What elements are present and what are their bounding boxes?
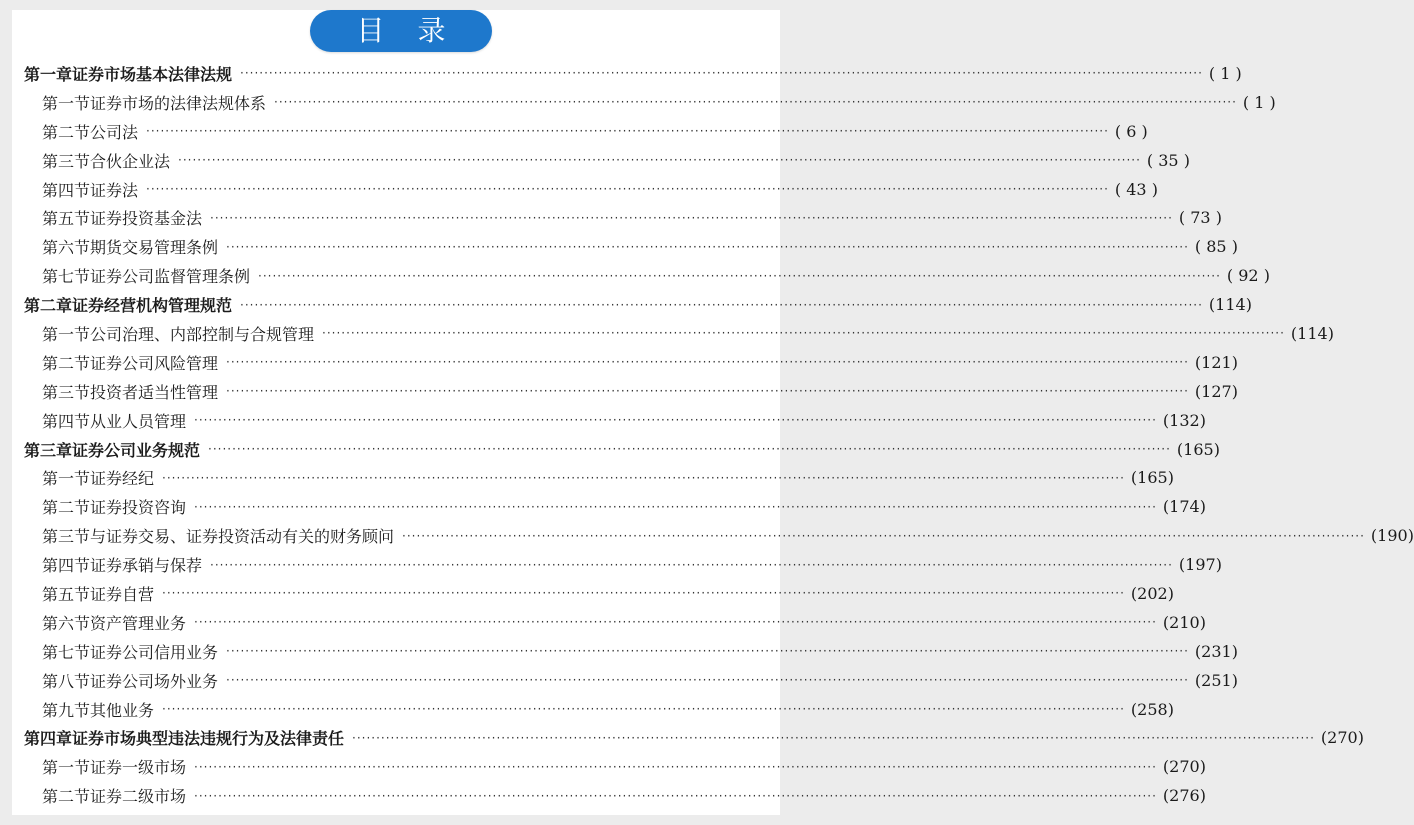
dot-leader: ········································································································································································································ [402, 528, 1365, 543]
section-title: 证券公司信用业务 [90, 642, 219, 662]
section-number: 第八节 [42, 671, 91, 691]
dot-leader: ········································································································································································································ [178, 153, 1141, 168]
dot-leader: ········································································································································································································ [162, 702, 1125, 717]
toc-section-row [12, 492, 1206, 521]
section-number: 第七节 [42, 642, 91, 662]
page-number: ( 43 ) [1114, 179, 1158, 199]
dot-leader: ········································································································································································································ [194, 788, 1157, 803]
section-title: 证券市场的法律法规体系 [90, 93, 267, 113]
toc-list [12, 59, 1414, 810]
toc-chapter-row [12, 59, 1242, 88]
page-number: (197) [1178, 555, 1222, 575]
dot-leader: ········································································································································································································ [194, 413, 1157, 428]
section-title: 投资者适当性管理 [90, 382, 219, 402]
page-number: ( 35 ) [1146, 150, 1190, 170]
section-number: 第二节 [42, 353, 91, 373]
page-number: (165) [1176, 439, 1220, 459]
dot-leader: ········································································································································································································ [226, 355, 1189, 370]
page-number: (165) [1130, 468, 1174, 488]
section-title: 证券投资基金法 [90, 209, 203, 229]
toc-section-row [12, 377, 1238, 406]
section-number: 第一节 [42, 469, 91, 489]
section-number: 第五节 [42, 209, 91, 229]
page-number: (231) [1194, 641, 1238, 661]
dot-leader: ········································································································································································································ [162, 586, 1125, 601]
chapter-number: 第一章 [24, 64, 73, 84]
section-number: 第三节 [42, 527, 91, 547]
page-number: (202) [1130, 583, 1174, 603]
dot-leader: ········································································································································································································ [274, 95, 1237, 110]
toc-section-row [12, 406, 1206, 435]
section-number: 第二节 [42, 122, 91, 142]
toc-page [12, 10, 1414, 815]
dot-leader: ········································································································································································································ [240, 66, 1203, 81]
section-number: 第九节 [42, 700, 91, 720]
page-number: (258) [1130, 699, 1174, 719]
section-number: 第二节 [42, 787, 91, 807]
dot-leader: ········································································································································································································ [194, 759, 1157, 774]
toc-section-row [12, 175, 1158, 204]
dot-leader: ········································································································································································································ [210, 557, 1173, 572]
page-number: ( 6 ) [1114, 121, 1148, 141]
page-number: ( 73 ) [1178, 208, 1222, 228]
page-number: (270) [1320, 728, 1364, 748]
chapter-number: 第二章 [24, 296, 73, 316]
toc-section-row [12, 695, 1174, 724]
section-number: 第七节 [42, 267, 91, 287]
section-number: 第三节 [42, 151, 91, 171]
toc-section-row [12, 752, 1206, 781]
dot-leader: ········································································································································································································ [226, 673, 1189, 688]
section-title: 证券公司风险管理 [90, 353, 219, 373]
toc-section-row [12, 88, 1276, 117]
toc-title: 目 录 [356, 14, 458, 47]
section-number: 第一节 [42, 324, 91, 344]
toc-section-row [12, 550, 1222, 579]
section-title: 证券公司场外业务 [90, 671, 219, 691]
section-title: 公司法 [90, 122, 139, 142]
page-number: ( 1 ) [1208, 63, 1242, 83]
dot-leader: ········································································································································································································ [162, 470, 1125, 485]
section-number: 第四节 [42, 180, 91, 200]
page-number: (114) [1290, 323, 1334, 343]
toc-section-row [12, 203, 1222, 232]
dot-leader: ········································································································································································································ [322, 326, 1285, 341]
toc-section-row [12, 348, 1238, 377]
dot-leader: ········································································································································································································ [226, 239, 1189, 254]
toc-section-row [12, 146, 1190, 175]
toc-section-row [12, 117, 1148, 146]
toc-section-row [12, 232, 1238, 261]
dot-leader: ········································································································································································································ [240, 297, 1203, 312]
dot-leader: ········································································································································································································ [208, 442, 1171, 457]
page-number: ( 92 ) [1226, 266, 1270, 286]
section-number: 第二节 [42, 498, 91, 518]
chapter-title: 证券经营机构管理规范 [72, 296, 233, 316]
section-title: 证券公司监督管理条例 [90, 267, 251, 287]
dot-leader: ········································································································································································································ [210, 210, 1173, 225]
dot-leader: ········································································································································································································ [194, 615, 1157, 630]
page-number: (251) [1194, 670, 1238, 690]
section-title: 证券二级市场 [90, 787, 187, 807]
toc-section-row [12, 637, 1238, 666]
page-number: ( 1 ) [1242, 92, 1276, 112]
dot-leader: ········································································································································································································ [194, 499, 1157, 514]
section-title: 公司治理、内部控制与合规管理 [90, 324, 315, 344]
section-title: 合伙企业法 [90, 151, 171, 171]
toc-section-row [12, 781, 1206, 810]
toc-title-banner [310, 10, 492, 52]
section-title: 证券经纪 [90, 469, 155, 489]
section-title: 证券法 [90, 180, 139, 200]
chapter-number: 第四章 [24, 729, 73, 749]
section-title: 期货交易管理条例 [90, 238, 219, 258]
section-number: 第四节 [42, 411, 91, 431]
page-number: (121) [1194, 352, 1238, 372]
page-number: ( 85 ) [1194, 237, 1238, 257]
section-number: 第六节 [42, 238, 91, 258]
toc-section-row [12, 666, 1238, 695]
section-number: 第六节 [42, 613, 91, 633]
section-number: 第一节 [42, 758, 91, 778]
toc-section-row [12, 463, 1174, 492]
toc-chapter-row [12, 290, 1252, 319]
section-number: 第四节 [42, 556, 91, 576]
toc-section-row [12, 319, 1334, 348]
toc-section-row [12, 261, 1270, 290]
dot-leader: ········································································································································································································ [146, 124, 1109, 139]
chapter-number: 第三章 [24, 440, 73, 460]
page-number: (174) [1162, 497, 1206, 517]
page-number: (114) [1208, 295, 1252, 315]
page-number: (276) [1162, 786, 1206, 806]
toc-chapter-row [12, 435, 1220, 464]
section-title: 证券投资咨询 [90, 498, 187, 518]
section-title: 证券自营 [90, 584, 155, 604]
toc-chapter-row [12, 723, 1364, 752]
chapter-title: 证券市场基本法律法规 [72, 64, 233, 84]
section-number: 第一节 [42, 93, 91, 113]
dot-leader: ········································································································································································································ [258, 268, 1221, 283]
dot-leader: ········································································································································································································ [146, 182, 1109, 196]
section-title: 其他业务 [90, 700, 155, 720]
section-title: 资产管理业务 [90, 613, 187, 633]
page-number: (270) [1162, 757, 1206, 777]
chapter-title: 证券市场典型违法违规行为及法律责任 [72, 729, 345, 749]
dot-leader: ········································································································································································································ [226, 384, 1189, 399]
dot-leader: ········································································································································································································ [352, 730, 1315, 745]
section-title: 证券一级市场 [90, 758, 187, 778]
section-title: 与证券交易、证券投资活动有关的财务顾问 [90, 527, 395, 547]
section-title: 从业人员管理 [90, 411, 187, 431]
section-title: 证券承销与保荐 [90, 556, 203, 576]
toc-section-row [12, 608, 1206, 637]
page-number: (132) [1162, 410, 1206, 430]
toc-section-row [12, 579, 1174, 608]
toc-section-row [12, 521, 1414, 550]
chapter-title: 证券公司业务规范 [72, 440, 201, 460]
section-number: 第五节 [42, 584, 91, 604]
page-number: (210) [1162, 612, 1206, 632]
dot-leader: ········································································································································································································ [226, 644, 1189, 659]
page-number: (127) [1194, 381, 1238, 401]
section-number: 第三节 [42, 382, 91, 402]
page-number: (190) [1370, 526, 1414, 546]
